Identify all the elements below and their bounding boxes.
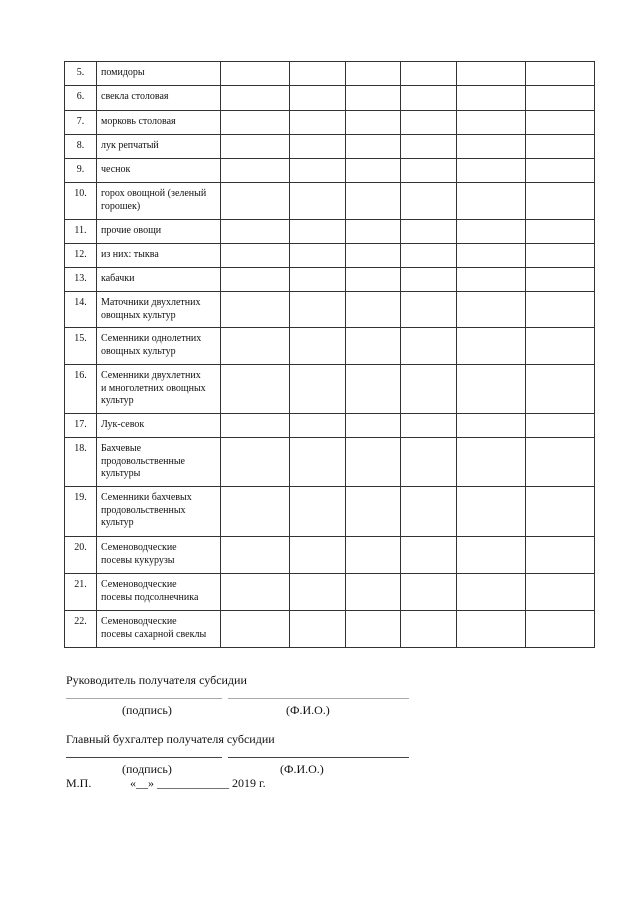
empty-cell [457,244,526,268]
empty-cell [401,111,457,135]
empty-cell [401,86,457,111]
crop-name: морковь столовая [97,111,221,135]
empty-cell [290,487,346,537]
empty-cell [526,86,595,111]
empty-cell [526,159,595,183]
empty-cell [457,414,526,438]
empty-cell [346,268,401,292]
empty-cell [401,611,457,648]
empty-cell [457,365,526,414]
empty-cell [526,365,595,414]
empty-cell [401,438,457,487]
empty-cell [290,611,346,648]
table-row [65,487,595,537]
row-number: 8. [65,135,97,159]
empty-cell [526,135,595,159]
empty-cell [401,487,457,537]
empty-cell [290,537,346,574]
empty-cell [221,183,290,220]
empty-cell [526,62,595,86]
empty-cell [290,111,346,135]
empty-cell [457,292,526,328]
empty-cell [457,62,526,86]
empty-cell [457,111,526,135]
empty-cell [290,135,346,159]
row-number: 19. [65,487,97,537]
table-row [65,111,595,135]
empty-cell [526,292,595,328]
row-number: 17. [65,414,97,438]
empty-cell [526,111,595,135]
empty-cell [221,159,290,183]
crop-name: кабачки [97,268,221,292]
empty-cell [346,159,401,183]
empty-cell [346,328,401,365]
empty-cell [457,268,526,292]
row-number: 5. [65,62,97,86]
empty-cell [290,292,346,328]
empty-cell [221,487,290,537]
empty-cell [457,574,526,611]
empty-cell [401,62,457,86]
empty-cell [221,268,290,292]
empty-cell [526,328,595,365]
empty-cell [457,537,526,574]
accountant-label: Главный бухгалтер получателя субсидии [66,732,275,746]
row-number: 20. [65,537,97,574]
empty-cell [457,159,526,183]
crop-name: прочие овощи [97,220,221,244]
empty-cell [221,135,290,159]
empty-cell [346,611,401,648]
accountant-signature-line [66,757,222,758]
empty-cell [526,487,595,537]
empty-cell [401,292,457,328]
crop-name: Семенники бахчевых продовольственных культур [97,487,221,537]
table-row [65,135,595,159]
empty-cell [401,135,457,159]
table-row [65,414,595,438]
empty-cell [346,537,401,574]
head-signature-line [66,698,222,699]
table-row [65,62,595,86]
head-name-caption: (Ф.И.О.) [286,703,330,717]
empty-cell [526,244,595,268]
empty-cell [401,159,457,183]
empty-cell [457,135,526,159]
empty-cell [457,611,526,648]
empty-cell [221,86,290,111]
empty-cell [346,487,401,537]
empty-cell [526,537,595,574]
crop-name: Семеноводческие посевы сахарной свеклы [97,611,221,648]
empty-cell [401,414,457,438]
table-row [65,438,595,487]
empty-cell [401,220,457,244]
empty-cell [221,62,290,86]
empty-cell [346,183,401,220]
empty-cell [221,574,290,611]
empty-cell [346,111,401,135]
empty-cell [526,438,595,487]
empty-cell [221,438,290,487]
empty-cell [346,244,401,268]
accountant-signature-caption: (подпись) [122,762,172,776]
row-number: 7. [65,111,97,135]
empty-cell [290,159,346,183]
crop-name: Лук-севок [97,414,221,438]
empty-cell [290,268,346,292]
empty-cell [290,86,346,111]
empty-cell [290,365,346,414]
row-number: 21. [65,574,97,611]
empty-cell [526,268,595,292]
crop-name: Семенники однолетних овощных культур [97,328,221,365]
data-table [64,61,595,648]
empty-cell [290,220,346,244]
table-row [65,292,595,328]
row-number: 13. [65,268,97,292]
empty-cell [346,414,401,438]
head-signature-caption: (подпись) [122,703,172,717]
accountant-name-line [228,757,409,758]
empty-cell [457,487,526,537]
empty-cell [401,183,457,220]
date-field: «__» ____________ 2019 г. [130,776,266,790]
empty-cell [401,537,457,574]
empty-cell [221,611,290,648]
empty-cell [221,365,290,414]
row-number: 11. [65,220,97,244]
empty-cell [221,537,290,574]
empty-cell [457,86,526,111]
empty-cell [526,183,595,220]
table-row [65,611,595,648]
empty-cell [290,438,346,487]
table-row [65,268,595,292]
table-row [65,574,595,611]
crop-name: Семеноводческие посевы подсолнечника [97,574,221,611]
crop-name: Семенники двухлетних и многолетних овощных культур [97,365,221,414]
head-name-line [228,698,409,699]
empty-cell [290,414,346,438]
row-number: 16. [65,365,97,414]
table-row [65,244,595,268]
empty-cell [457,220,526,244]
table-row [65,183,595,220]
table-row [65,537,595,574]
table-row [65,159,595,183]
stamp-label: М.П. [66,776,92,790]
empty-cell [221,328,290,365]
empty-cell [401,365,457,414]
crop-name: горох овощной (зеленый горошек) [97,183,221,220]
table-row [65,86,595,111]
empty-cell [401,268,457,292]
empty-cell [221,414,290,438]
empty-cell [346,220,401,244]
empty-cell [290,62,346,86]
empty-cell [346,574,401,611]
table-row [65,328,595,365]
empty-cell [526,414,595,438]
empty-cell [457,328,526,365]
empty-cell [401,244,457,268]
empty-cell [290,183,346,220]
table-row [65,220,595,244]
empty-cell [526,220,595,244]
row-number: 15. [65,328,97,365]
crop-name: лук репчатый [97,135,221,159]
empty-cell [290,574,346,611]
empty-cell [401,574,457,611]
empty-cell [346,135,401,159]
empty-cell [346,292,401,328]
row-number: 12. [65,244,97,268]
crop-name: чеснок [97,159,221,183]
crop-name: Бахчевые продовольственные культуры [97,438,221,487]
empty-cell [221,292,290,328]
row-number: 22. [65,611,97,648]
empty-cell [221,111,290,135]
accountant-name-caption: (Ф.И.О.) [280,762,324,776]
empty-cell [221,220,290,244]
empty-cell [346,365,401,414]
row-number: 14. [65,292,97,328]
row-number: 9. [65,159,97,183]
table-row [65,365,595,414]
row-number: 18. [65,438,97,487]
empty-cell [221,244,290,268]
empty-cell [526,611,595,648]
row-number: 6. [65,86,97,111]
row-number: 10. [65,183,97,220]
head-label: Руководитель получателя субсидии [66,673,247,687]
crop-name: Маточники двухлетних овощных культур [97,292,221,328]
crop-name: свекла столовая [97,86,221,111]
empty-cell [457,183,526,220]
empty-cell [457,438,526,487]
empty-cell [346,62,401,86]
empty-cell [346,86,401,111]
table-body [65,62,595,648]
crop-name: из них: тыква [97,244,221,268]
empty-cell [526,574,595,611]
empty-cell [290,244,346,268]
empty-cell [346,438,401,487]
crop-name: Семеноводческие посевы кукурузы [97,537,221,574]
empty-cell [290,328,346,365]
empty-cell [401,328,457,365]
crop-name: помидоры [97,62,221,86]
